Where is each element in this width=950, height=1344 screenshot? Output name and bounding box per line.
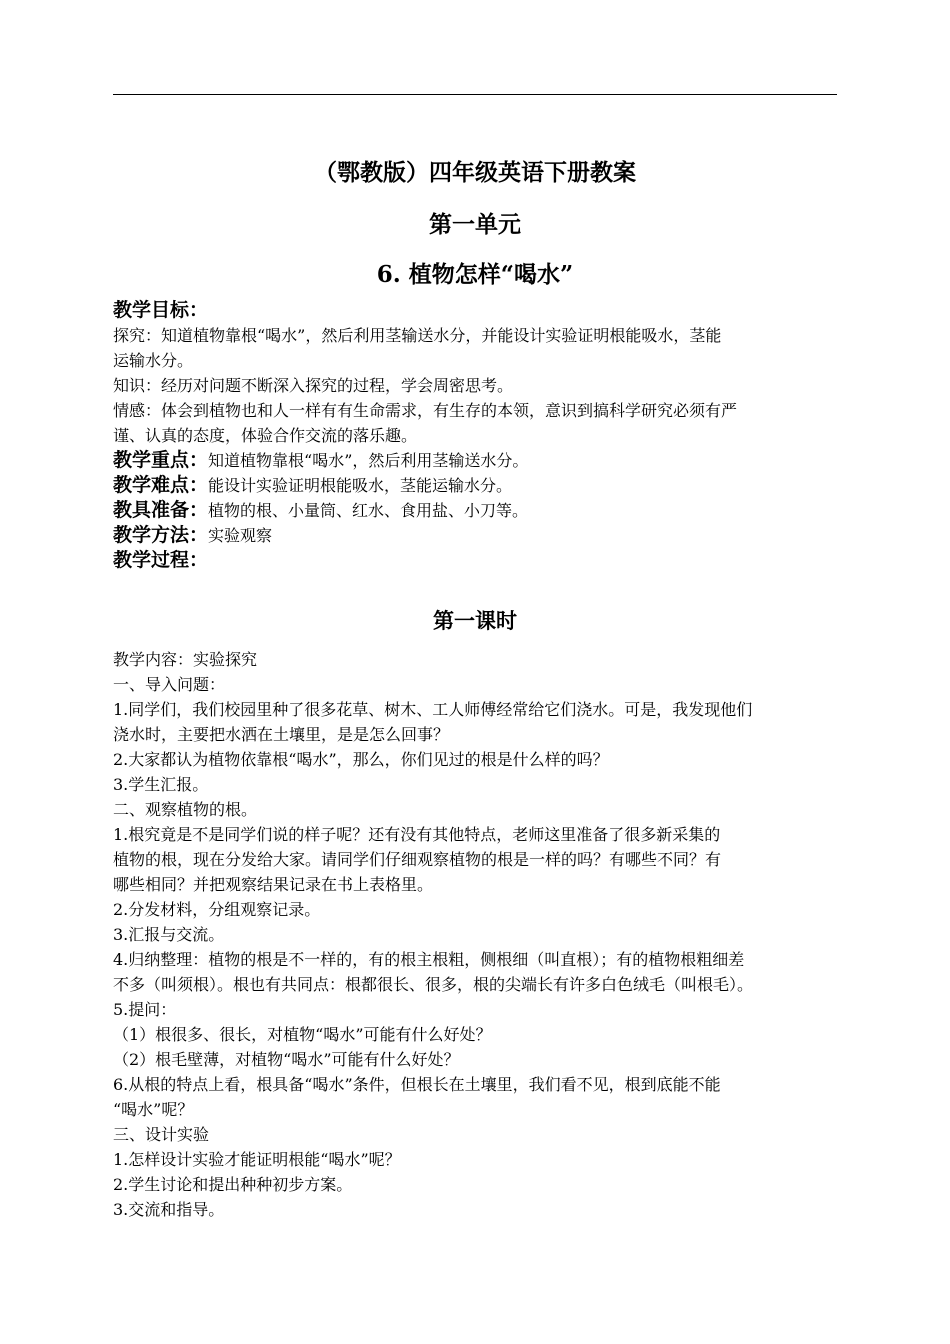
lesson-heading: 6. 植物怎样“喝水” [376, 261, 574, 288]
objectives-section [113, 298, 837, 573]
method-line [113, 523, 837, 548]
content-line: （2）根毛壁薄，对植物“喝水”可能有什么好处？ [113, 1050, 460, 1069]
content-line: 二、观察植物的根。 [113, 800, 258, 819]
content-line: 3.交流和指导。 [113, 1200, 225, 1219]
content-line: 6.从根的特点上看，根具备“喝水”条件，但根长在土壤里，我们看不见，根到底能不能 [113, 1075, 721, 1094]
document-page [113, 0, 837, 1344]
objective-explore-cont: 运输水分。 [113, 351, 194, 370]
difficulty-label: 教学难点： [113, 474, 209, 496]
content-line: 哪些相同？并把观察结果记录在书上表格里。 [113, 875, 434, 894]
objective-emotion: 情感：体会到植物也和人一样有有生命需求，有生存的本领，意识到搞科学研究必须有严 [113, 401, 738, 420]
materials-line [113, 498, 837, 523]
content-line: 5.提问： [113, 1000, 177, 1019]
objective-explore: 探究：知道植物靠根“喝水”，然后利用茎输送水分，并能设计实验证明根能吸水，茎能 [113, 326, 722, 345]
content-line: 教学内容：实验探究 [113, 650, 258, 669]
objectives-label-line [113, 298, 837, 323]
content-line: 2.学生讨论和提出种种初步方案。 [113, 1175, 353, 1194]
objectives-label: 教学目标： [113, 299, 209, 321]
materials-label: 教具准备： [113, 499, 209, 521]
content-line: 浇水时，主要把水洒在土壤里，是是怎么回事？ [113, 725, 450, 744]
process-line [113, 548, 837, 573]
content-line: 一、导入问题： [113, 675, 226, 694]
lesson-content [113, 647, 837, 1222]
content-line: 4.归纳整理：植物的根是不一样的，有的根主根粗，侧根细（叫直根）；有的植物根粗细差 [113, 950, 745, 969]
content-line: （1）根很多、很长，对植物“喝水”可能有什么好处？ [113, 1025, 492, 1044]
content-line: 不多（叫须根）。根也有共同点：根都很长、很多，根的尖端长有许多白色绒毛（叫根毛）。 [113, 975, 754, 994]
method-text: 实验观察 [208, 526, 273, 545]
process-label: 教学过程： [113, 549, 209, 571]
content-line: 2.大家都认为植物依靠根“喝水”，那么，你们见过的根是什么样的吗？ [113, 750, 609, 769]
content-line: 三、设计实验 [113, 1125, 210, 1144]
content-line: 3.学生汇报。 [113, 775, 209, 794]
key-point-line [113, 448, 837, 473]
content-line: 1.根究竟是不是同学们说的样子呢？还有没有其他特点，老师这里准备了很多新采集的 [113, 825, 721, 844]
content-line: 3.汇报与交流。 [113, 925, 225, 944]
content-line: 2.分发材料，分组观察记录。 [113, 900, 321, 919]
content-line: 1.怎样设计实验才能证明根能“喝水”呢？ [113, 1150, 401, 1169]
content-line: 1.同学们，我们校园里种了很多花草、树木、工人师傅经常给它们浇水。可是，我发现他们 [113, 700, 753, 719]
materials-text: 植物的根、小量筒、红水、食用盐、小刀等。 [208, 501, 529, 520]
unit-heading: 第一单元 [429, 211, 521, 238]
method-label: 教学方法： [113, 524, 209, 546]
difficulty-text: 能设计实验证明根能吸水，茎能运输水分。 [208, 476, 513, 495]
content-line: 植物的根，现在分发给大家。请同学们仔细观察植物的根是一样的吗？有哪些不同？有 [113, 850, 722, 869]
key-point-label: 教学重点： [113, 449, 209, 471]
key-point-text: 知道植物靠根“喝水”，然后利用茎输送水分。 [208, 451, 529, 470]
objective-emotion-cont: 谨、认真的态度，体验合作交流的落乐趣。 [113, 426, 418, 445]
objective-knowledge: 知识：经历对问题不断深入探究的过程，学会周密思考。 [113, 376, 514, 395]
period-heading: 第一课时 [433, 608, 517, 633]
document-title: （鄂教版）四年级英语下册教案 [314, 159, 636, 186]
content-line: “喝水”呢？ [113, 1100, 194, 1119]
header-rule [113, 94, 837, 95]
difficulty-line [113, 473, 837, 498]
